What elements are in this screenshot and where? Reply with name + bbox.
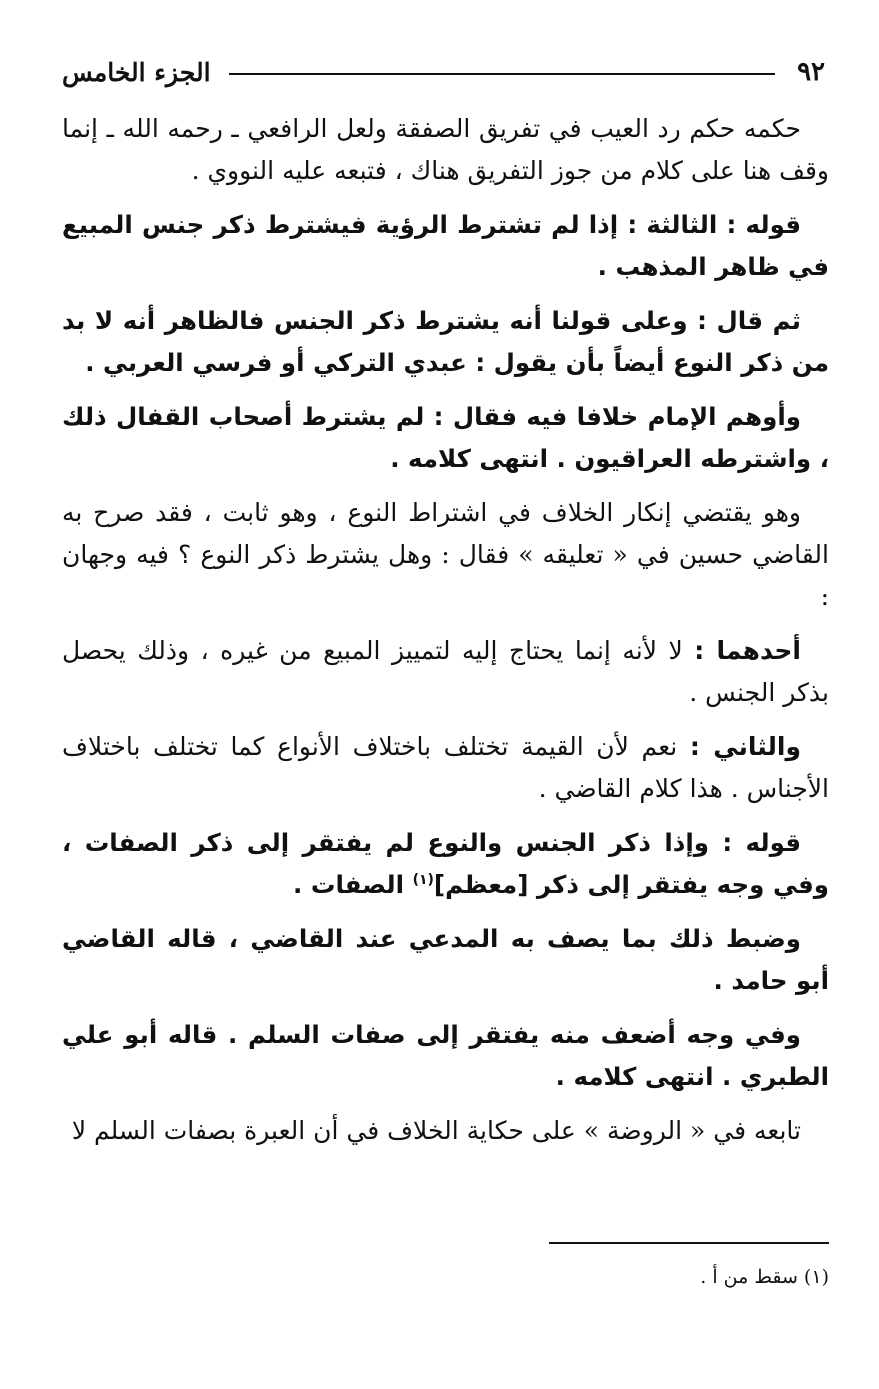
paragraph-11: تابعه في « الروضة » على حكاية الخلاف في أن العبرة بصفات السلم لا <box>71 1116 801 1145</box>
volume-title: الجزء الخامس <box>62 57 211 87</box>
paragraph-4-quote: وأوهم الإمام خلافا فيه فقال : لم يشترط أصحاب القفال ذلك ، واشترطه العراقيون . انتهى كلامه . <box>62 402 829 473</box>
paragraph-10-quote: وفي وجه أضعف منه يفتقر إلى صفات السلم . قاله أبو علي الطبري . انتهى كلامه . <box>62 1020 829 1091</box>
running-header <box>62 52 829 92</box>
paragraph-1: حكمه حكم رد العيب في تفريق الصفقة ولعل الرافعي ـ رحمه الله ـ إنما وقف هنا على كلام من جوز التفريق هناك ، فتبعه عليه النووي . <box>62 114 829 185</box>
header-rule <box>229 73 776 75</box>
page-number: ٩٢ <box>797 57 825 87</box>
page-content <box>62 52 829 1329</box>
paragraph-6-lead: أحدهما : <box>694 636 801 665</box>
footnote-rule <box>549 1242 829 1244</box>
paragraph-6 <box>62 630 829 714</box>
body-text <box>62 108 829 1152</box>
paragraph-7-text: نعم لأن القيمة تختلف باختلاف الأنواع كما تختلف باختلاف الأجناس . هذا كلام القاضي . <box>62 732 829 803</box>
footnote-marker[interactable]: (١) <box>412 871 434 888</box>
paragraph-7-lead: والثاني : <box>689 732 801 761</box>
paragraph-8-before: قوله : وإذا ذكر الجنس والنوع لم يفتقر إلى ذكر الصفات ، وفي وجه يفتقر إلى ذكر [معظم] <box>62 828 829 899</box>
paragraph-2-quote: قوله : الثالثة : إذا لم تشترط الرؤية فيشترط ذكر جنس المبيع في ظاهر المذهب . <box>62 210 829 281</box>
paragraph-8-quote <box>62 822 829 906</box>
footnote-1: (١) سقط من أ . <box>700 1266 829 1288</box>
footnote-area <box>62 1242 829 1288</box>
paragraph-9-quote: وضبط ذلك بما يصف به المدعي عند القاضي ، قاله القاضي أبو حامد . <box>62 924 829 995</box>
paragraph-7 <box>62 726 829 810</box>
paragraph-8-after: الصفات . <box>293 870 413 899</box>
paragraph-5: وهو يقتضي إنكار الخلاف في اشتراط النوع ، وهو ثابت ، فقد صرح به القاضي حسين في « تعليقه » فقال : وهل يشترط ذكر النوع ؟ فيه وجهان : <box>62 498 829 611</box>
paragraph-6-text: لا لأنه إنما يحتاج إليه لتمييز المبيع من غيره ، وذلك يحصل بذكر الجنس . <box>62 636 829 707</box>
paragraph-3-quote: ثم قال : وعلى قولنا أنه يشترط ذكر الجنس فالظاهر أنه لا بد من ذكر النوع أيضاً بأن يقول : عبدي التركي أو فرسي العربي . <box>62 306 829 377</box>
